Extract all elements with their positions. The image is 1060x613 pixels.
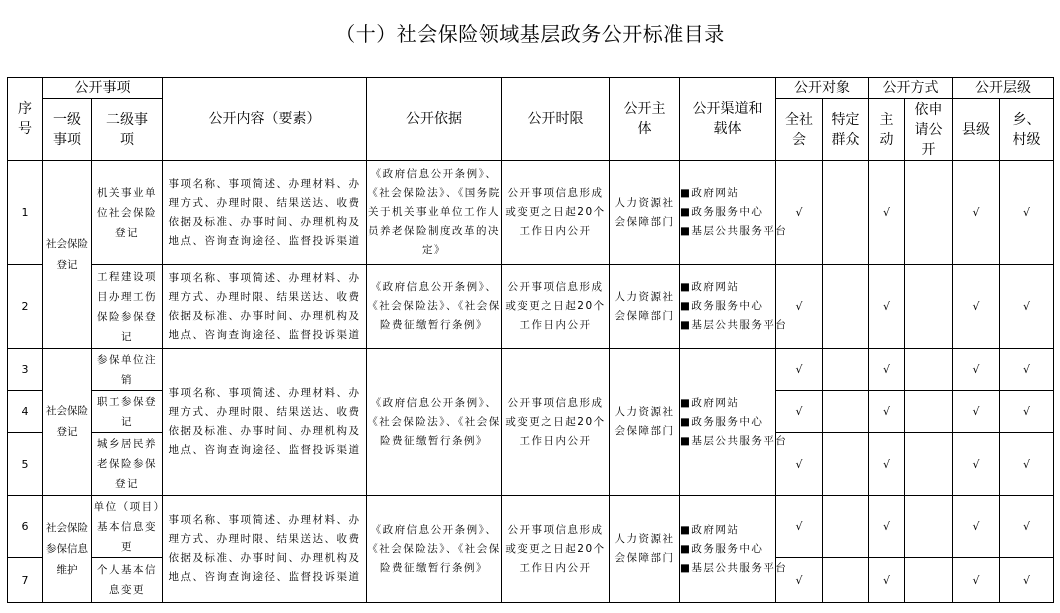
header-method-apply: 依申 请公 开 (905, 99, 953, 161)
channels-cell (680, 349, 788, 496)
empty-cell (905, 161, 953, 265)
empty-cell (823, 349, 869, 391)
empty-cell (823, 161, 869, 265)
header-channels: 公开渠道和 载体 (680, 78, 776, 161)
empty-cell (823, 558, 869, 603)
check-mark: √ (776, 558, 823, 603)
channel-item: ■政务服务中心 (680, 415, 764, 428)
header-method-active: 主 动 (869, 99, 905, 161)
check-mark: √ (776, 496, 823, 558)
channel-item: ■政务服务中心 (680, 542, 764, 555)
content-cell: 事项名称、事项简述、办理材料、办理方式、办理时限、结果送达、收费依据及标准、办事时间、办理机构及地点、咨询查询途径、监督投诉渠道 (163, 265, 367, 349)
header-target-all: 全社 会 (776, 99, 823, 161)
empty-cell (823, 391, 869, 433)
time-limit-cell: 公开事项信息形成或变更之日起20个工作日内公开 (502, 349, 610, 496)
header-level: 公开层级 (953, 78, 1054, 99)
check-mark: √ (1000, 265, 1054, 349)
subject-cell: 人力资源社会保障部门 (610, 496, 680, 603)
seq-cell: 5 (8, 433, 43, 496)
header-level1: 一级 事项 (43, 99, 92, 161)
check-mark: √ (953, 161, 1000, 265)
header-basis: 公开依据 (367, 78, 502, 161)
level2-cell: 单位（项目）基本信息变更 (92, 496, 163, 558)
basis-cell: 《政府信息公开条例》、《社会保险法》、《社会保险费征缴暂行条例》 (367, 496, 502, 603)
empty-cell (905, 558, 953, 603)
empty-cell (905, 265, 953, 349)
channel-item: ■政府网站 (680, 187, 740, 199)
time-limit-cell: 公开事项信息形成或变更之日起20个工作日内公开 (502, 496, 610, 603)
level2-cell: 职工参保登记 (92, 391, 163, 433)
check-mark: √ (953, 433, 1000, 496)
table-row (8, 496, 1054, 558)
header-seq: 序 号 (8, 78, 43, 161)
level1-cell: 社会保险参保信息维护 (43, 496, 92, 603)
table-row (8, 161, 1054, 265)
content-cell: 事项名称、事项简述、办理材料、办理方式、办理时限、结果送达、收费依据及标准、办事时间、办理机构及地点、咨询查询途径、监督投诉渠道 (163, 496, 367, 603)
check-mark: √ (869, 558, 905, 603)
basis-cell: 《政府信息公开条例》、《社会保险法》、《国务院关于机关事业单位工作人员养老保险制度改革的决定》 (367, 161, 502, 265)
seq-cell: 3 (8, 349, 43, 391)
time-limit-cell: 公开事项信息形成或变更之日起20个工作日内公开 (502, 161, 610, 265)
check-mark: √ (953, 349, 1000, 391)
time-limit-cell: 公开事项信息形成或变更之日起20个工作日内公开 (502, 265, 610, 349)
check-mark: √ (869, 265, 905, 349)
header-target: 公开对象 (776, 78, 869, 99)
seq-cell: 7 (8, 558, 43, 603)
check-mark: √ (1000, 349, 1054, 391)
check-mark: √ (869, 496, 905, 558)
content-cell: 事项名称、事项简述、办理材料、办理方式、办理时限、结果送达、收费依据及标准、办事时间、办理机构及地点、咨询查询途径、监督投诉渠道 (163, 349, 367, 496)
check-mark: √ (869, 433, 905, 496)
check-mark: √ (776, 349, 823, 391)
level2-cell: 个人基本信息变更 (92, 558, 163, 603)
header-time-limit: 公开时限 (502, 78, 610, 161)
level1-cell: 社会保险登记 (43, 349, 92, 496)
check-mark: √ (953, 391, 1000, 433)
check-mark: √ (953, 265, 1000, 349)
check-mark: √ (1000, 433, 1054, 496)
empty-cell (905, 349, 953, 391)
check-mark: √ (1000, 558, 1054, 603)
check-mark: √ (776, 433, 823, 496)
header-matters: 公开事项 (43, 78, 163, 99)
header-level2: 二级事 项 (92, 99, 163, 161)
header-content: 公开内容（要素） (163, 78, 367, 161)
channel-item: ■基层公共服务平台 (680, 225, 788, 237)
channel-item: ■基层公共服务平台 (680, 561, 788, 574)
check-mark: √ (1000, 161, 1054, 265)
basis-cell: 《政府信息公开条例》、《社会保险法》、《社会保险费征缴暂行条例》 (367, 265, 502, 349)
empty-cell (823, 433, 869, 496)
level2-cell: 参保单位注销 (92, 349, 163, 391)
catalog-table (7, 77, 1054, 603)
channel-item: ■政务服务中心 (680, 206, 764, 218)
channel-item: ■政务服务中心 (680, 300, 764, 312)
level2-cell: 工程建设项目办理工伤保险参保登记 (92, 265, 163, 349)
page-title: （十）社会保险领域基层政务公开标准目录 (335, 22, 725, 46)
empty-cell (823, 496, 869, 558)
channels-cell (680, 496, 788, 603)
seq-cell: 4 (8, 391, 43, 433)
channel-item: ■政府网站 (680, 281, 740, 293)
check-mark: √ (776, 161, 823, 265)
header-level-county: 县级 (953, 99, 1000, 161)
empty-cell (905, 496, 953, 558)
check-mark: √ (1000, 496, 1054, 558)
check-mark: √ (953, 558, 1000, 603)
level1-cell: 社会保险登记 (43, 161, 92, 349)
header-target-specific: 特定 群众 (823, 99, 869, 161)
seq-cell: 6 (8, 496, 43, 558)
empty-cell (905, 433, 953, 496)
empty-cell (823, 265, 869, 349)
table-row (8, 349, 1054, 391)
seq-cell: 2 (8, 265, 43, 349)
check-mark: √ (1000, 391, 1054, 433)
channel-item: ■政府网站 (680, 396, 740, 409)
subject-cell: 人力资源社会保障部门 (610, 161, 680, 265)
subject-cell: 人力资源社会保障部门 (610, 265, 680, 349)
channels-cell (680, 161, 788, 265)
check-mark: √ (869, 391, 905, 433)
level2-cell: 城乡居民养老保险参保登记 (92, 433, 163, 496)
check-mark: √ (953, 496, 1000, 558)
check-mark: √ (869, 161, 905, 265)
header-level-town: 乡、 村级 (1000, 99, 1054, 161)
content-cell: 事项名称、事项简述、办理材料、办理方式、办理时限、结果送达、收费依据及标准、办事时间、办理机构及地点、咨询查询途径、监督投诉渠道 (163, 161, 367, 265)
basis-cell: 《政府信息公开条例》、《社会保险法》、《社会保险费征缴暂行条例》 (367, 349, 502, 496)
check-mark: √ (776, 391, 823, 433)
channel-item: ■基层公共服务平台 (680, 319, 788, 331)
table-row (8, 265, 1054, 349)
header-method: 公开方式 (869, 78, 953, 99)
channel-item: ■政府网站 (680, 523, 740, 536)
level2-cell: 机关事业单位社会保险登记 (92, 161, 163, 265)
check-mark: √ (869, 349, 905, 391)
seq-cell: 1 (8, 161, 43, 265)
channel-item: ■基层公共服务平台 (680, 434, 788, 447)
subject-cell: 人力资源社会保障部门 (610, 349, 680, 496)
empty-cell (905, 391, 953, 433)
channels-cell (680, 265, 788, 349)
check-mark: √ (776, 265, 823, 349)
header-subject: 公开主 体 (610, 78, 680, 161)
